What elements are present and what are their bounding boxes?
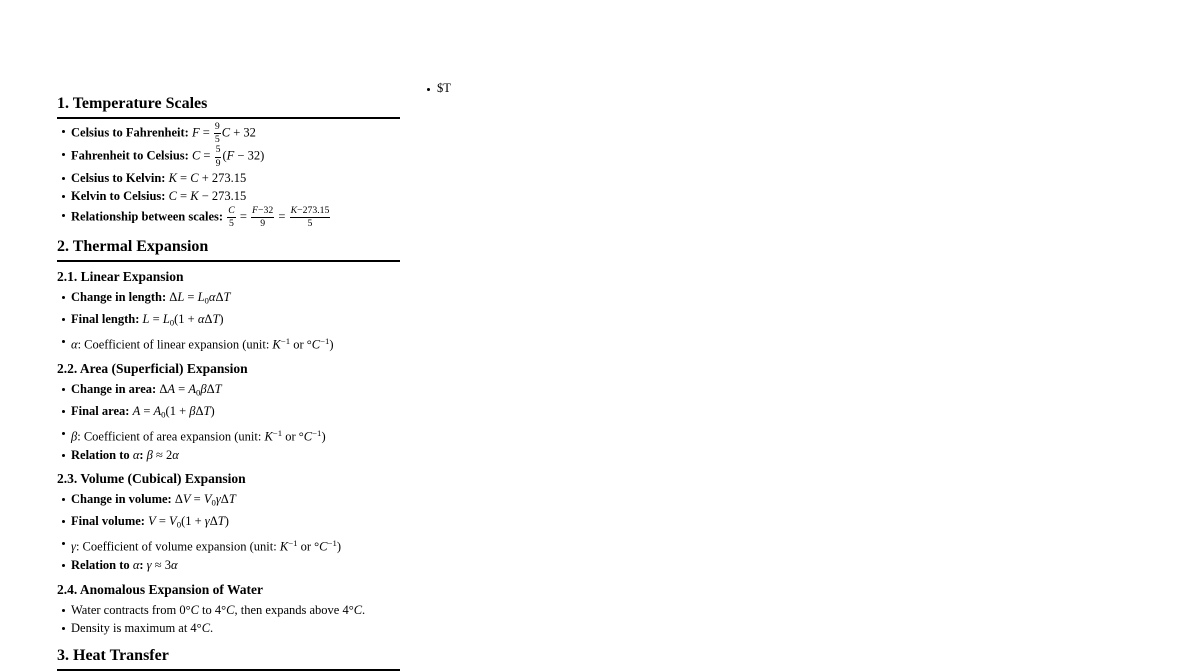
bold-text-run: Final length: (71, 312, 143, 327)
text-run: = (176, 170, 191, 185)
bullet-dot-icon (62, 627, 65, 630)
math-variable: γ (204, 514, 210, 529)
fraction (213, 122, 222, 145)
fraction (289, 206, 332, 229)
list-item (57, 187, 697, 206)
text-run: − 273.15 (198, 189, 247, 204)
math-variable: A (188, 382, 196, 397)
bold-text-run: Final area: (71, 404, 133, 419)
bullet-dot-icon (62, 195, 65, 198)
text-run: = (190, 492, 204, 507)
math-variable: T (212, 312, 220, 327)
math-variable: K (290, 204, 298, 216)
bold-text-run: Kelvin to Celsius: (71, 189, 169, 204)
bullet-list (57, 380, 697, 464)
bullet-dot-icon (62, 214, 65, 217)
math-variable: V (182, 492, 191, 507)
fraction (226, 206, 237, 229)
text-run: ≈ 3 (151, 558, 171, 573)
text-run: 5 (214, 134, 220, 146)
text-run: ) (224, 514, 229, 529)
bullet-dot-icon (62, 609, 65, 612)
math-variable: γ (146, 558, 152, 573)
list-item (57, 145, 697, 168)
text-run: (1 + (181, 514, 205, 529)
text-run: = (155, 514, 170, 529)
math-variable: C (190, 602, 199, 617)
math-variable: β (189, 404, 196, 419)
list-item (57, 332, 697, 354)
list-item (57, 534, 697, 556)
bullet-dot-icon (62, 410, 65, 413)
bold-text-run: Final volume: (71, 514, 149, 529)
math-variable: V (148, 514, 156, 529)
text-run: 9 (214, 121, 220, 132)
bullet-dot-icon (62, 340, 65, 343)
bullet-list (57, 601, 697, 638)
document-content (57, 94, 697, 671)
math-variable: A (167, 382, 175, 397)
text-run: ≈ 2 (152, 447, 173, 462)
bullet-dot-icon (62, 564, 65, 567)
list-item (57, 619, 697, 638)
superscript: −1 (320, 336, 330, 347)
text-run: or ° (297, 539, 320, 554)
text-run: ) (336, 539, 341, 554)
text-run: Δ (206, 382, 215, 397)
math-variable: L (197, 290, 205, 305)
text-run: Δ (195, 404, 204, 419)
text-run: Density is maximum at 4° (71, 621, 202, 636)
math-variable: C (221, 125, 231, 140)
subsection-heading: 2.3. Volume (Cubical) Expansion (57, 471, 246, 487)
superscript: −1 (312, 428, 322, 439)
math-variable: α (197, 312, 205, 327)
text-run: . (362, 602, 366, 617)
subsection-heading: 2.1. Linear Expansion (57, 269, 184, 285)
fraction-denominator (227, 218, 236, 229)
subscript: 0 (161, 409, 166, 420)
text-run: 5 (215, 144, 221, 156)
subscript: 0 (169, 317, 175, 328)
list-item (57, 512, 697, 534)
text-run: = (200, 148, 214, 163)
subscript: 0 (176, 519, 182, 530)
superscript: −1 (280, 336, 291, 347)
text-run: = (175, 382, 189, 397)
subsection-heading: 2.2. Area (Superficial) Expansion (57, 361, 248, 377)
bold-text-run: Relation to (71, 447, 133, 462)
math-variable: T (203, 404, 211, 419)
list-item (57, 446, 697, 465)
math-variable: γ (215, 492, 221, 507)
fraction-numerator (215, 145, 222, 157)
bullet-dot-icon (62, 542, 65, 545)
math-variable: C (191, 148, 201, 163)
fraction-numerator (227, 206, 236, 218)
text-run: = (236, 209, 251, 224)
text-run: ) (321, 429, 326, 444)
list-item (57, 490, 697, 512)
text-run: Δ (159, 382, 168, 397)
text-run: = (140, 404, 154, 419)
bullet-dot-icon (62, 388, 65, 391)
math-variable: A (153, 404, 162, 419)
math-variable: T (217, 514, 225, 529)
bullet-list (57, 122, 697, 229)
math-variable: α (71, 337, 78, 352)
text-run: ( (222, 148, 227, 163)
bold-text-run: Celsius to Kelvin: (71, 170, 169, 185)
text-run: (1 + (165, 404, 190, 419)
math-variable: C (228, 204, 235, 216)
math-variable: V (169, 514, 177, 529)
math-variable: α (208, 290, 216, 305)
math-variable: T (228, 492, 236, 507)
math-variable: C (303, 429, 313, 444)
bold-text-run: : (139, 558, 147, 573)
text-run: to 4° (198, 602, 227, 617)
math-variable: C (190, 170, 199, 185)
list-item (57, 310, 697, 332)
bullet-dot-icon (62, 130, 65, 133)
fraction-denominator (251, 218, 274, 229)
math-variable: K (279, 539, 289, 554)
bold-text-run: Change in area: (71, 382, 160, 397)
text-run: . (210, 621, 214, 636)
text-run: ) (219, 312, 224, 327)
math-variable: α (132, 558, 140, 573)
list-item (57, 169, 697, 188)
text-run: Δ (204, 312, 213, 327)
list-item (57, 206, 697, 229)
fraction-numerator (290, 206, 331, 218)
math-variable: A (132, 404, 141, 419)
math-variable: L (177, 290, 185, 305)
math-variable: K (190, 189, 199, 204)
math-variable: K (272, 337, 281, 352)
math-variable: K (264, 429, 273, 444)
math-variable: C (353, 602, 363, 617)
math-variable: L (162, 312, 170, 327)
math-variable: C (311, 337, 321, 352)
math-variable: β (200, 382, 207, 397)
text-run: Δ (215, 290, 224, 305)
superscript: −1 (327, 538, 337, 549)
text-run: : Coefficient of linear expansion (unit: (77, 337, 273, 352)
fraction-numerator (251, 206, 274, 218)
math-variable: T (223, 290, 231, 305)
section-heading: 1. Temperature Scales (57, 94, 400, 119)
text-run: = (149, 312, 163, 327)
text-run: −32 (258, 204, 274, 216)
bullet-list (57, 490, 697, 574)
text-run: 9 (260, 218, 266, 230)
bullet-dot-icon (427, 88, 430, 91)
math-variable: T (214, 382, 222, 397)
text-run: or ° (290, 337, 312, 352)
text-run: Water contracts from 0° (71, 602, 191, 617)
subscript: 0 (195, 387, 201, 398)
text-run: = (176, 189, 191, 204)
text-run: + 273.15 (198, 170, 247, 185)
subsection-heading: 2.4. Anomalous Expansion of Water (57, 581, 264, 597)
bullet-dot-icon (62, 498, 65, 501)
section-heading: 2. Thermal Expansion (57, 237, 400, 262)
bullet-list (57, 288, 697, 354)
math-variable: F (226, 148, 235, 163)
superscript: −1 (288, 538, 298, 549)
text-run: $T (437, 81, 451, 95)
math-variable: C (168, 189, 177, 204)
bullet-dot-icon (62, 296, 65, 299)
list-item (57, 380, 697, 402)
math-variable: α (132, 447, 140, 462)
math-variable: C (201, 621, 211, 636)
math-variable: C (226, 602, 235, 617)
fraction (250, 206, 275, 229)
text-run: ) (210, 404, 215, 419)
subscript: 0 (204, 295, 209, 306)
text-run: or ° (282, 429, 304, 444)
text-run: −273.15 (297, 204, 330, 216)
text-run: = (275, 209, 289, 224)
bullet-dot-icon (62, 318, 65, 321)
text-run: Δ (220, 492, 229, 507)
text-run: = (199, 125, 213, 140)
bold-text-run: Change in length: (71, 290, 170, 305)
math-variable: α (172, 447, 179, 462)
math-variable: F (191, 125, 200, 140)
text-run: : Coefficient of volume expansion (unit: (75, 539, 280, 554)
bold-text-run: : (139, 447, 147, 462)
text-run: 5 (307, 218, 313, 230)
bold-text-run: Relation to (71, 558, 133, 573)
bullet-dot-icon (62, 520, 65, 523)
text-run: , then expands above 4° (234, 602, 354, 617)
text-run: 9 (215, 157, 221, 169)
list-item (57, 556, 697, 575)
math-variable: F (252, 204, 258, 216)
bold-text-run: Celsius to Fahrenheit: (71, 125, 192, 140)
fraction-denominator (290, 218, 331, 229)
list-item (57, 424, 697, 446)
list-item (57, 122, 697, 145)
math-variable: γ (71, 539, 76, 554)
text-run: 5 (229, 218, 234, 230)
bold-text-run: Change in volume: (71, 492, 175, 507)
bold-text-run: Relationship between scales: (71, 209, 227, 224)
superscript: −1 (272, 428, 283, 439)
stray-item-text (437, 81, 451, 95)
fraction-denominator (215, 158, 222, 169)
bullet-dot-icon (62, 432, 65, 435)
bullet-dot-icon (62, 153, 65, 156)
list-item (57, 288, 697, 310)
text-run: ) (329, 337, 334, 352)
bullet-dot-icon (62, 177, 65, 180)
subscript: 0 (211, 497, 216, 508)
text-run: Δ (169, 290, 178, 305)
text-run: Δ (174, 492, 183, 507)
list-item (57, 601, 697, 620)
bullet-dot-icon (62, 454, 65, 457)
math-variable: β (71, 429, 78, 444)
math-variable: C (319, 539, 328, 554)
text-run: (1 + (174, 312, 198, 327)
text-run: + 32 (230, 125, 256, 140)
text-run: : Coefficient of area expansion (unit: (77, 429, 265, 444)
math-variable: V (203, 492, 212, 507)
math-variable: α (170, 558, 178, 573)
math-variable: β (146, 447, 153, 462)
math-variable: L (142, 312, 150, 327)
section-heading: 3. Heat Transfer (57, 646, 400, 671)
math-variable: K (168, 170, 177, 185)
bold-text-run: Fahrenheit to Celsius: (71, 148, 192, 163)
text-run: − 32) (234, 148, 265, 163)
text-run: Δ (209, 514, 218, 529)
text-run: = (184, 290, 198, 305)
list-item (57, 402, 697, 424)
fraction-numerator (214, 122, 221, 134)
